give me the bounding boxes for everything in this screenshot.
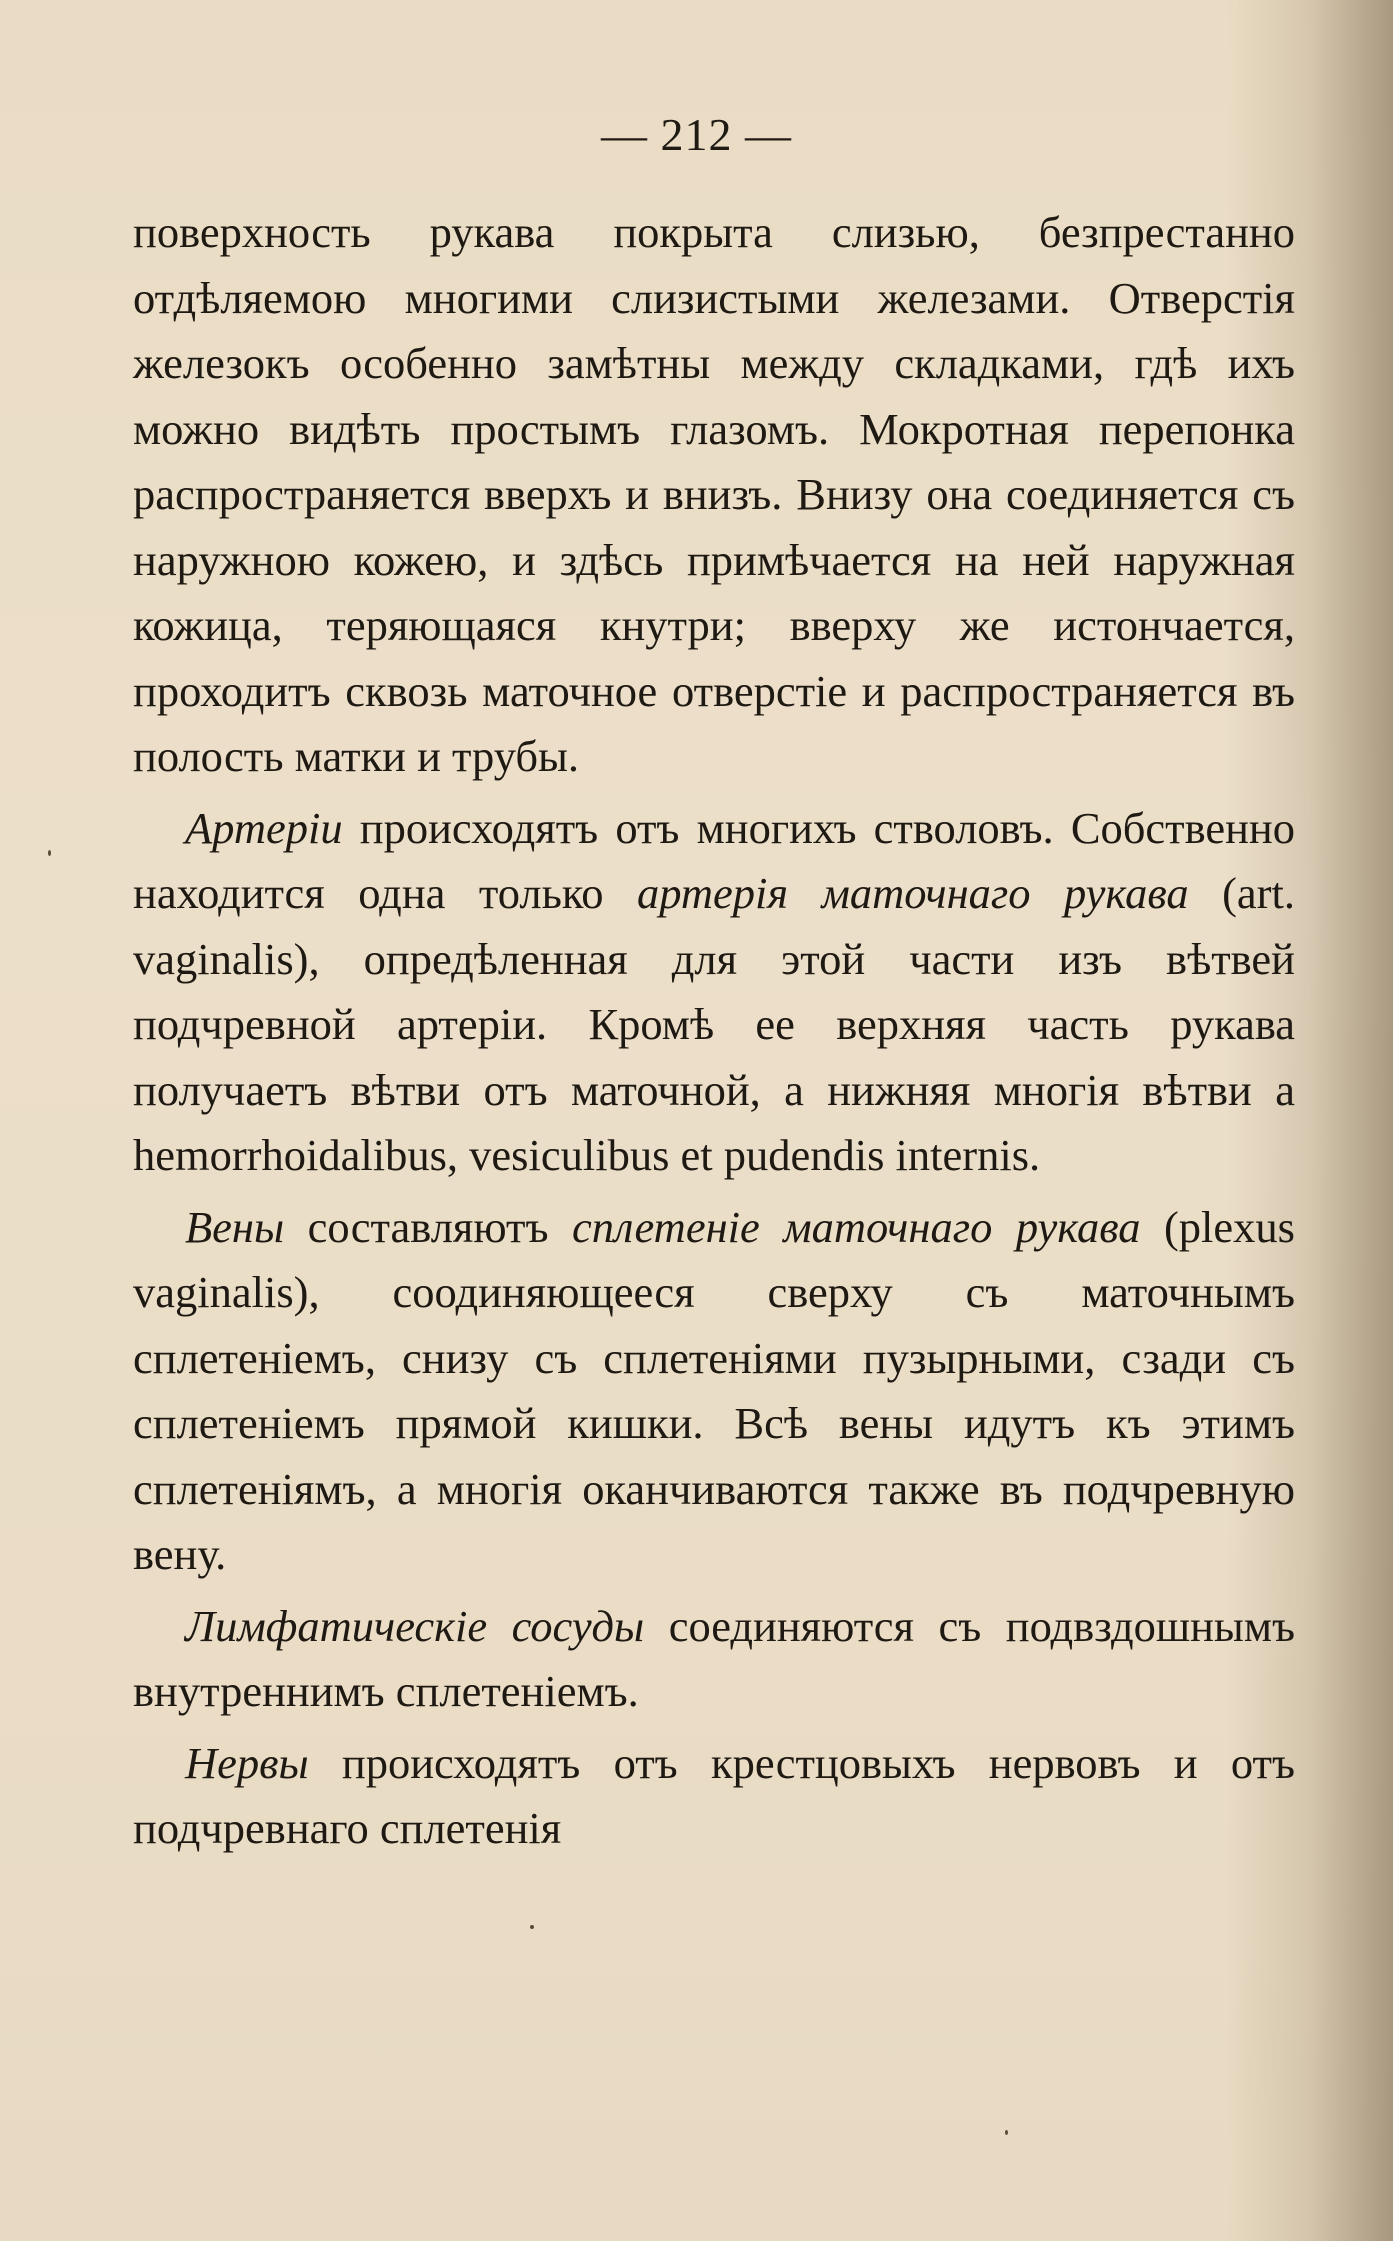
- italic-term: Нервы: [185, 1737, 309, 1788]
- italic-term: сплетеніе маточнаго рукава: [572, 1201, 1141, 1252]
- paper-speck: [530, 1925, 534, 1929]
- paper-speck: [1005, 2130, 1008, 2135]
- paragraph: [133, 1731, 1295, 1862]
- italic-term: Вены: [185, 1201, 285, 1252]
- italic-term: Артеріи: [185, 802, 343, 853]
- italic-term: Лимфатическіе сосуды: [185, 1600, 645, 1651]
- body-text: [133, 200, 1295, 1868]
- text-run: происходятъ отъ многихъ стволовъ. Собственно находится одна только: [133, 802, 1295, 918]
- text-run: (art. vaginalis), опредѣленная для этой части изъ вѣтвей подчревной артеріи. Кромѣ ее верхняя часть рукава получаетъ вѣтви отъ маточной, а нижняя многія вѣтви a hemorrhoidalibus, vesiculibus et pudendis internis.: [133, 868, 1295, 1180]
- paragraph: [133, 796, 1295, 1189]
- text-run: (plexus vaginalis), соодиняющееся сверху съ маточнымъ сплетеніемъ, снизу съ сплетеніями пузырными, сзади съ сплетеніемъ прямой кишки. Всѣ вены идутъ къ этимъ сплетеніямъ, а многія оканчиваются также въ подчревную вену.: [133, 1201, 1295, 1579]
- text-run: соединяются съ подвздошнымъ внутреннимъ сплетеніемъ.: [133, 1600, 1296, 1716]
- page-number: — 212 —: [601, 109, 792, 160]
- text-run: составляютъ: [284, 1201, 572, 1252]
- text-run: поверхность рукава покрыта слизью, безпрестанно отдѣляемою многими слизистыми железами. Отверстія железокъ особенно замѣтны между складками, гдѣ ихъ можно видѣть простымъ глазомъ. Мокротная перепонка распространяется вверхъ и внизъ. Внизу она соединяется съ наружною кожею, и здѣсь примѣчается на ней наружная кожица, теряющаяся кнутри; вверху же истончается, проходитъ сквозь маточное отверстіе и распространяется въ полость матки и трубы.: [133, 207, 1295, 781]
- paragraph: [133, 200, 1295, 790]
- paper-speck: [48, 850, 51, 856]
- italic-term: артерія маточнаго рукава: [636, 868, 1189, 918]
- paragraph: [133, 1195, 1295, 1588]
- paragraph: [133, 1594, 1295, 1725]
- text-run: происходятъ отъ крестцовыхъ нервовъ и отъ подчревнаго сплетенія: [133, 1737, 1295, 1853]
